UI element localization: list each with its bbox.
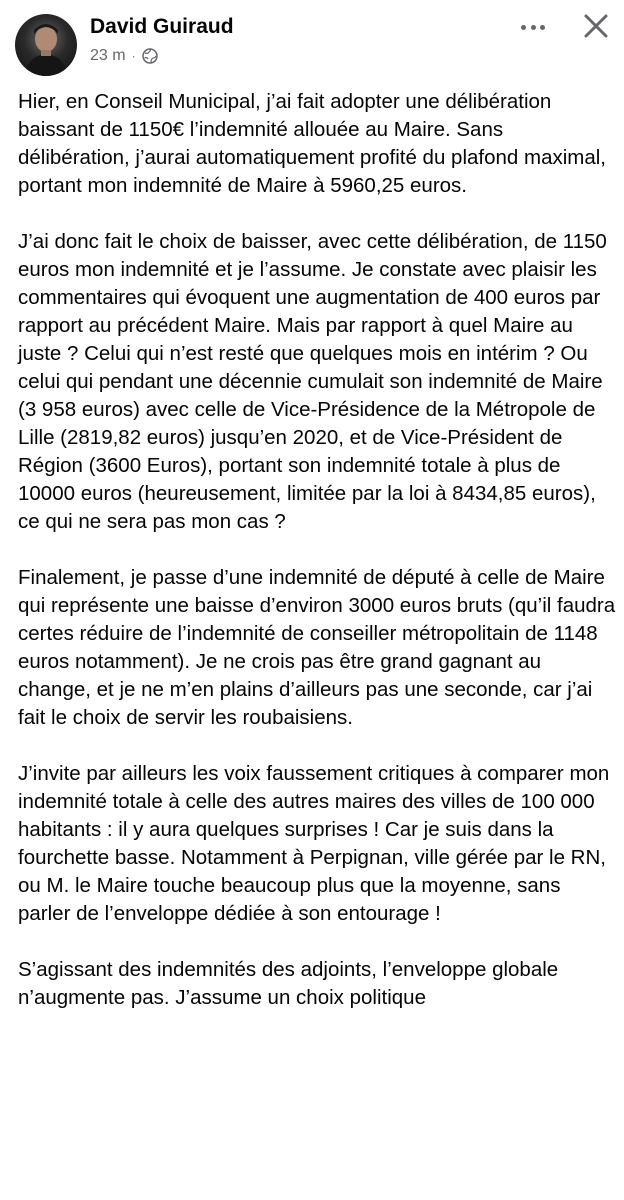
post-paragraph: Finalement, je passe d’une indemnité de député à celle de Maire qui représente une baisse d’environ 3000 euros bruts (qu’il faudra certes réduire de l’indemnité de conseiller métropolitain de 1148 euros notamment). Je ne crois pas être grand gagnant au change, et je ne m’en plains d’ailleurs pas une seconde, car j’ai fait le choix de servir les roubaisiens.: [18, 566, 616, 729]
post-meta: [90, 46, 158, 66]
post-paragraph: S’agissant des indemnités des adjoints, l’enveloppe globale n’augmente pas. J’assume un choix politique: [18, 958, 559, 1009]
post-time[interactable]: 23 m: [90, 47, 126, 64]
profile-photo: [15, 14, 77, 76]
post-paragraph: Hier, en Conseil Municipal, j’ai fait adopter une délibération baissant de 1150€ l’indemnité allouée au Maire. Sans délibération, j’aurai automatiquement profité du plafond maximal, portant mon indemnité de Maire à 5960,25 euros.: [18, 90, 607, 197]
post-header: [0, 0, 624, 80]
post-paragraph: J’invite par ailleurs les voix faussement critiques à comparer mon indemnité totale à celle des autres maires des villes de 100 000 habitants : il y aura quelques surprises ! Car je suis dans la fourchette basse. Notamment à Perpignan, ville gérée par le RN, ou M. le Maire touche beaucoup plus que la moyenne, sans parler de l’enveloppe dédiée à son entourage !: [18, 762, 610, 925]
avatar[interactable]: [15, 14, 77, 76]
close-icon[interactable]: [580, 10, 612, 42]
post-body: [18, 88, 618, 1040]
meta-separator: ·: [131, 49, 136, 63]
post-paragraph: J’ai donc fait le choix de baisser, avec cette délibération, de 1150 euros mon indemnité et je l’assume. Je constate avec plaisir les commentaires qui évoquent une augmentation de 400 euros par rapport au précédent Maire. Mais par rapport à quel Maire au juste ? Celui qui n’est resté que quelques mois en intérim ? Ou celui qui pendant une décennie cumulait son indemnité de Maire (3 958 euros) avec celle de Vice-Présidence de la Métropole de Lille (2819,82 euros) jusqu’en 2020, et de Vice-Président de Région (3600 Euros), portant son indemnité totale à plus de 10000 euros (heureusement, limitée par la loi à 8434,85 euros), ce qui ne sera pas mon cas ?: [18, 230, 607, 533]
globe-icon[interactable]: [142, 48, 158, 64]
author-name[interactable]: David Guiraud: [90, 15, 234, 38]
more-options-icon[interactable]: [515, 17, 551, 37]
